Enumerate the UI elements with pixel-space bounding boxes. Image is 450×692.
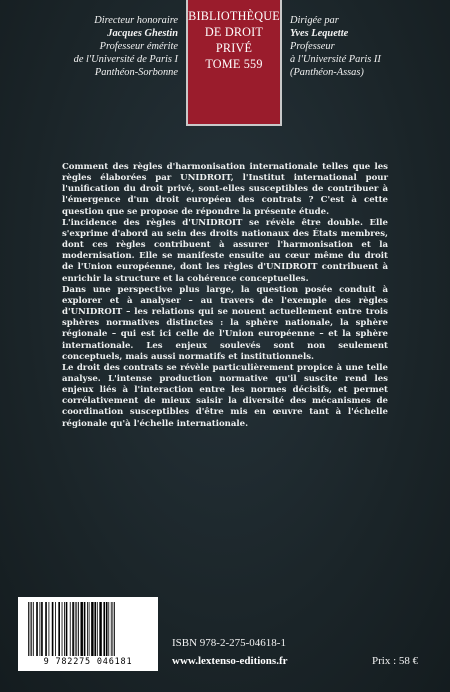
series-editor-role: Dirigée par: [290, 15, 339, 26]
series-line-2: DE DROIT: [204, 25, 264, 39]
barcode: [18, 597, 158, 671]
barcode-bar: [80, 602, 82, 656]
barcode-bar: [33, 602, 34, 656]
series-volume: TOME 559: [205, 57, 263, 71]
barcode-digits: 9 782275 046181: [43, 657, 133, 667]
series-editor-credit: [290, 14, 440, 79]
honorary-director-credit: [20, 14, 178, 79]
series-line-1: BIBLIOTHÈQUE: [188, 9, 280, 23]
barcode-bar: [64, 602, 65, 656]
barcode-bar: [62, 602, 63, 656]
barcode-bar: [106, 602, 108, 656]
barcode-bar: [41, 602, 43, 656]
honorary-director-name: Jacques Ghestin: [107, 28, 178, 39]
price-label: Prix : 58 €: [372, 655, 419, 667]
summary-paragraph: Le droit des contrats se révèle particulièrement propice à une telle analyse. L'intense production normative qu'il suscite rend les enjeux liés à l'interaction entre les normes décisifs, et permet corrélativement de mieux saisir la diversité des mécanismes de coordination susceptibles d'être mis en œuvre tant à l'échelle régionale qu'à l'échelle internationale.: [62, 362, 388, 429]
barcode-bar: [28, 602, 29, 656]
barcode-bar: [103, 602, 105, 656]
barcode-bar: [87, 602, 88, 656]
barcode-bar: [94, 602, 96, 656]
barcode-bar: [49, 602, 50, 656]
barcode-bar: [36, 602, 38, 656]
series-editor-title-1: Professeur: [290, 41, 335, 52]
honorary-director-role: Directeur honoraire: [94, 15, 178, 26]
barcode-bar: [72, 602, 74, 656]
barcode-bar: [112, 602, 113, 656]
series-editor-title-3: (Panthéon-Assas): [290, 67, 364, 78]
barcode-bar: [89, 602, 90, 656]
series-editor-title-2: à l'Université Paris II: [290, 54, 381, 65]
barcode-bar: [55, 602, 56, 656]
barcode-bar: [114, 602, 115, 656]
barcode-bar: [99, 602, 101, 656]
barcode-bars: [24, 602, 152, 656]
summary-paragraph: Dans une perspective plus large, la question posée conduit à explorer et à analyser – au travers de l'exemple des règles d'UNIDROIT – les relations qui se nouent actuellement entre trois sphères normatives distinctes : la sphère nationale, la sphère régionale – qui est ici celle de l'Union européenne – et la sphère internationale. Les enjeux soulevés sont non seulement conceptuels, mais aussi normatifs et institutionnels.: [62, 284, 388, 362]
honorary-director-title-1: Professeur émérite: [99, 41, 178, 52]
barcode-bar: [66, 602, 68, 656]
honorary-director-title-2: de l'Université de Paris I: [73, 54, 178, 65]
back-cover-summary: [62, 162, 388, 430]
summary-paragraph: L'incidence des règles d'UNIDROIT se révèle être double. Elle s'exprime d'abord au sein des droits nationaux des États membres, dont ces règles contribuent à assurer l'harmonisation et la modernisation. Elle se manifeste ensuite au cœur même du droit de l'Union européenne, dont les règles d'UNIDROIT contribuent à enrichir la structure et la cohérence conceptuelles.: [62, 217, 388, 284]
series-line-3: PRIVÉ: [215, 41, 253, 55]
series-title-box: [186, 0, 282, 126]
barcode-bar: [31, 602, 32, 656]
barcode-bar: [76, 602, 77, 656]
series-header: [0, 0, 450, 130]
barcode-bar: [45, 602, 47, 656]
barcode-bar: [108, 602, 109, 656]
summary-paragraph: Comment des règles d'harmonisation internationale telles que les règles élaborées par UNIDROIT, l'Institut international pour l'unification du droit privé, sont-elles susceptibles de contribuer à l'émergence d'un droit européen des contrats ? C'est à cette question que se propose de répondre la présente étude.: [62, 162, 388, 217]
honorary-director-title-3: Panthéon-Sorbonne: [94, 67, 178, 78]
publisher-website: www.lextenso-editions.fr: [172, 655, 288, 667]
barcode-bar: [91, 602, 93, 656]
barcode-bar: [39, 602, 40, 656]
barcode-bar: [30, 602, 31, 656]
barcode-bar: [70, 602, 71, 656]
barcode-bar: [84, 602, 86, 656]
barcode-bar: [75, 602, 76, 656]
barcode-bar: [58, 602, 60, 656]
barcode-bar: [97, 602, 98, 656]
barcode-bar: [78, 602, 79, 656]
isbn-number: ISBN 978-2-275-04618-1: [172, 637, 286, 649]
barcode-bar: [52, 602, 54, 656]
barcode-bar: [111, 602, 112, 656]
series-editor-name: Yves Lequette: [290, 28, 349, 39]
